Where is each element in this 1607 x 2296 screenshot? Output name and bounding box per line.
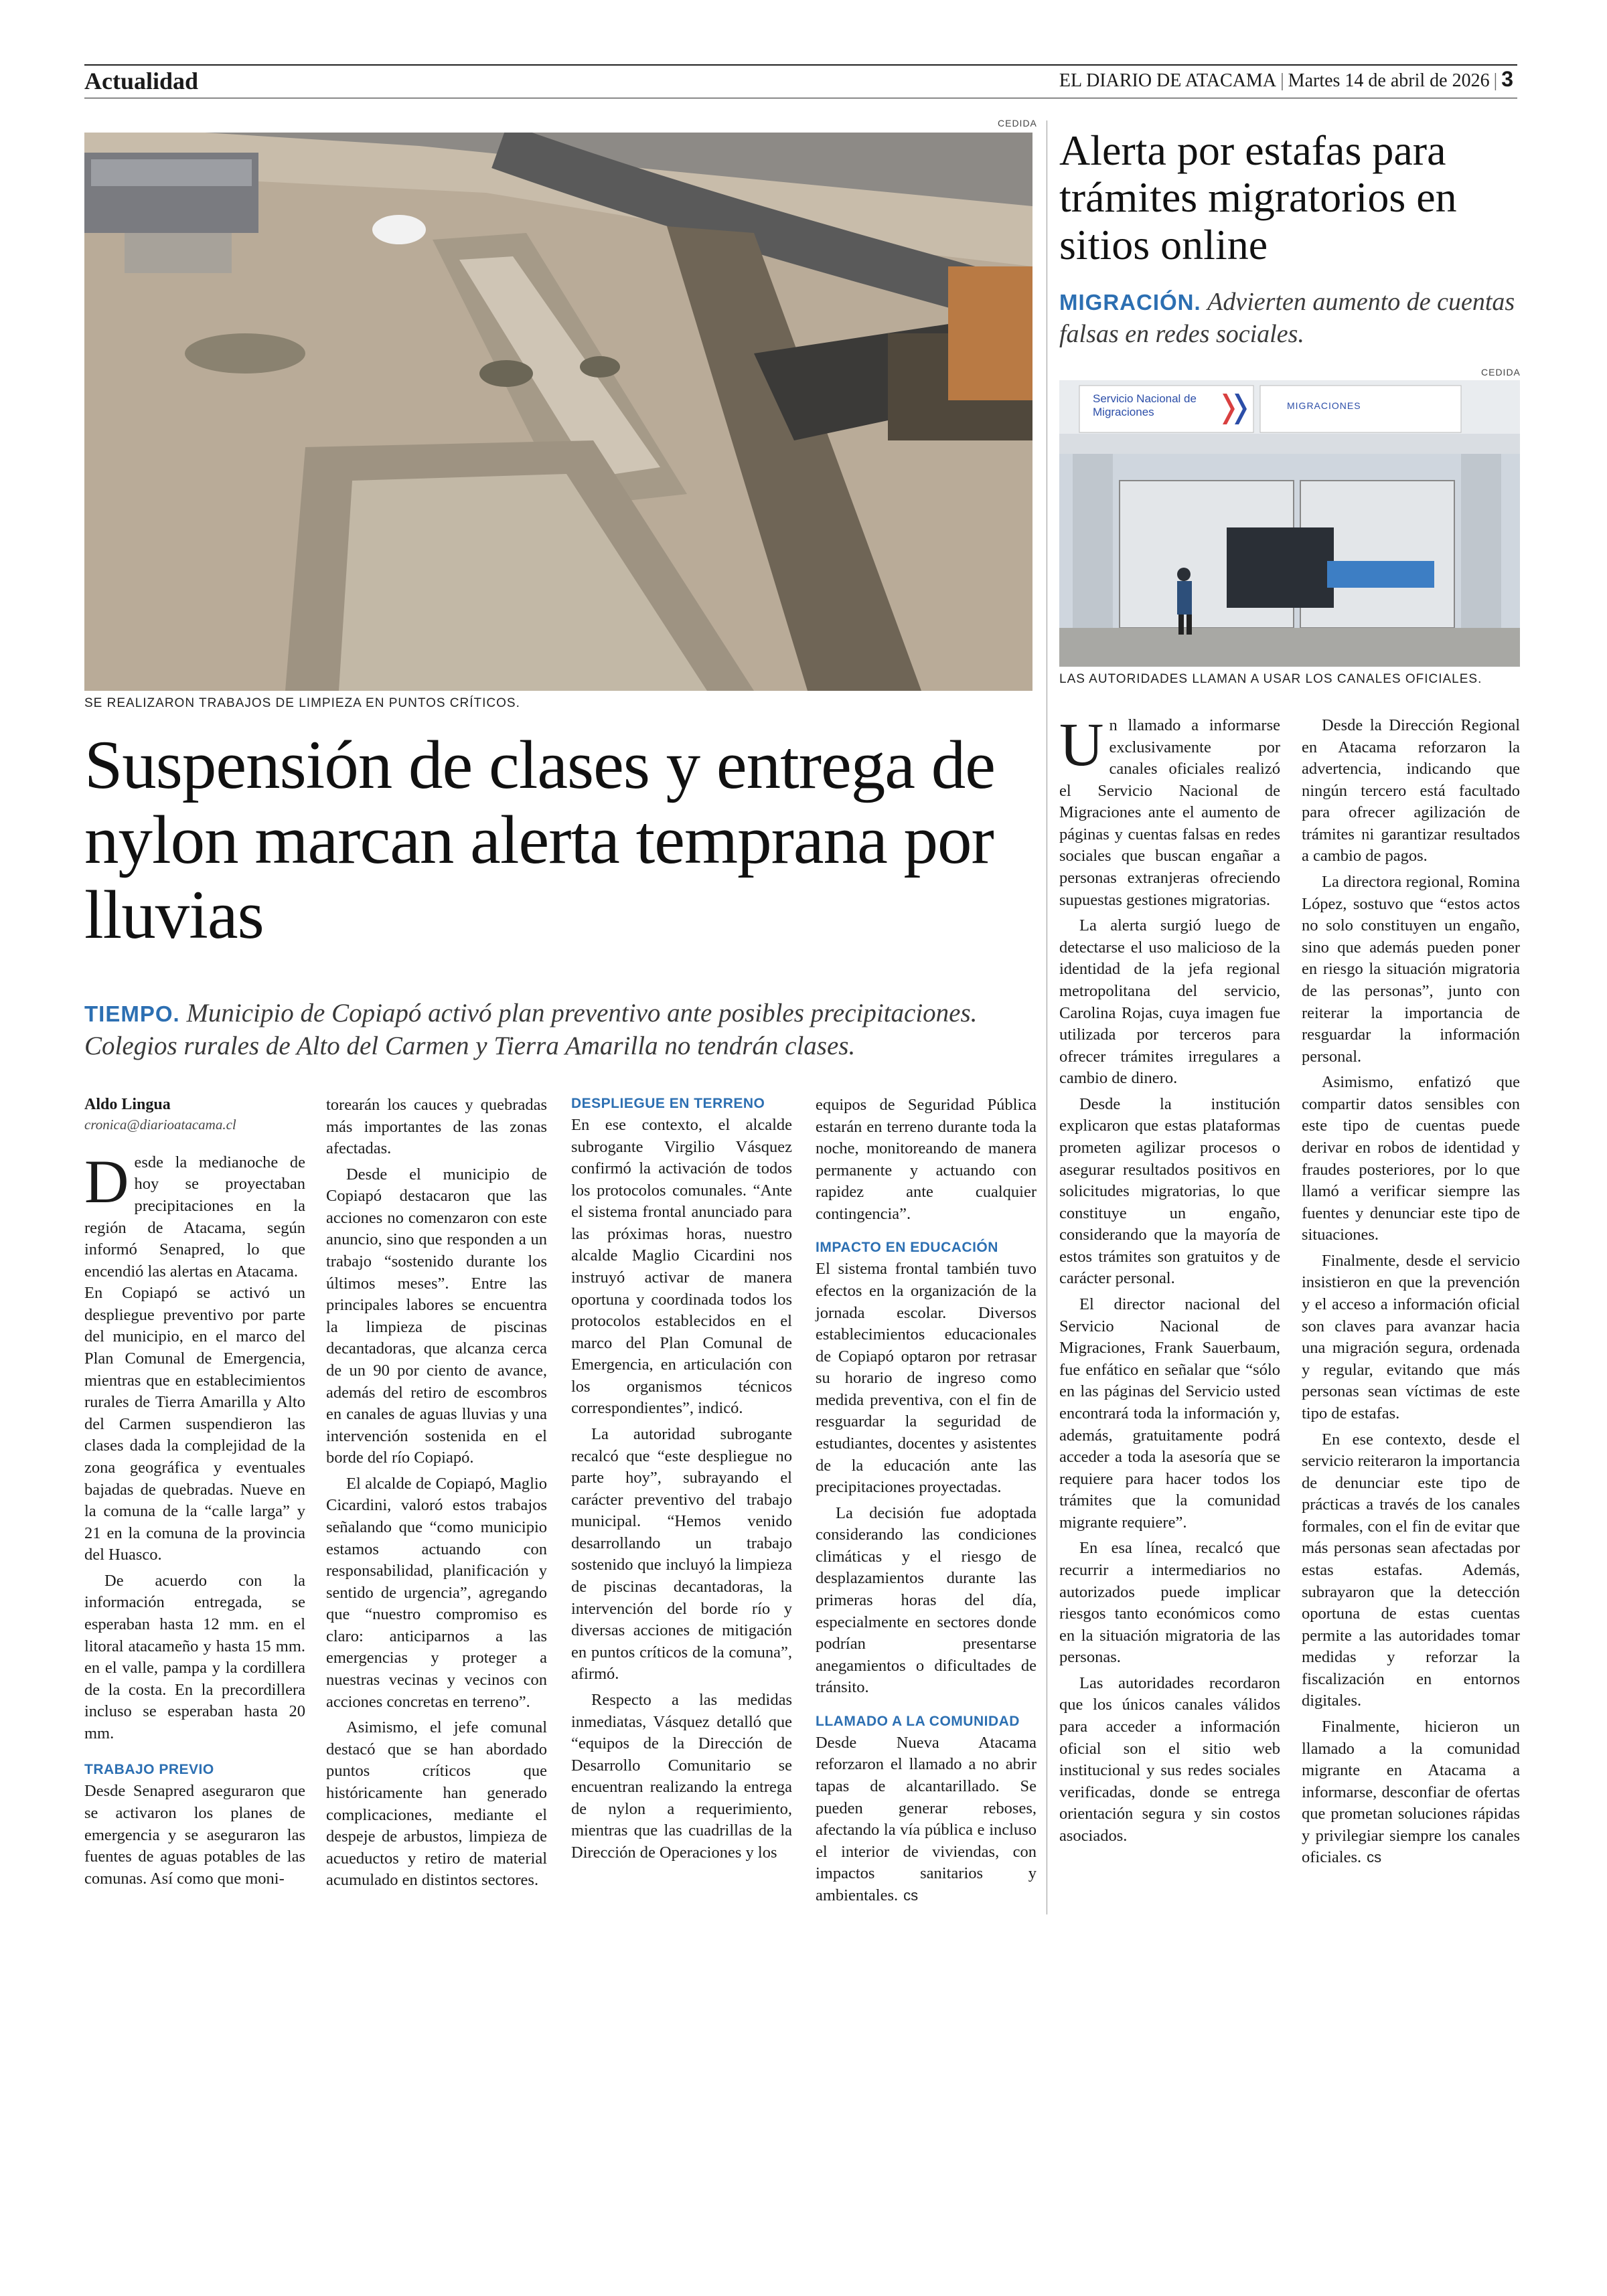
main-photo-caption: SE REALIZARON TRABAJOS DE LIMPIEZA EN PUNTOS CRÍTICOS. (84, 696, 520, 710)
main-c1-p2: En Copiapó se activó un despliegue preventivo por parte del municipio, en el marco del Plan Comunal de Emergencia, mientras que en establecimientos rurales de Tierra Amarilla y Alto del Carmen suspendieron las clases dada la complejidad de la zona geográfica y eventuales bajadas de quebradas. Nueve en la comuna de la “calle larga” y 21 en la comuna de la provincia del Huasco. (84, 1284, 305, 1564)
side-column-2 (1302, 715, 1520, 1869)
migration-office-photo (1059, 380, 1520, 667)
sign-migraciones: MIGRACIONES (1287, 400, 1361, 411)
main-c3-p3: Respecto a las medidas inmediatas, Vásquez detalló que “equipos de la Dirección de Desarrollo Comunitario se encuentran realizando la entrega de nylon a requerimiento, mientras que las cuadrillas de la Dirección de Operaciones y los (571, 1690, 792, 1862)
side-drop-cap: U (1059, 710, 1104, 778)
subhead-despliegue: DESPLIEGUE EN TERRENO (571, 1096, 765, 1111)
main-c1-p4: Desde Senapred aseguraron que se activaron los planes de emergencia y se aseguraron las fuentes de aguas potables de las comunas. Así como que moni- (84, 1782, 305, 1888)
side-c2-p4: Finalmente, desde el servicio insistieron en que la prevención y el acceso a información oficial son claves para avanzar hacia una migración segura, ordenada y regular, evitando que más personas sean víctimas de este tipo de estafas. (1302, 1251, 1520, 1422)
side-c1-p3: Desde la institución explicaron que estas plataformas prometen agilizar procesos o asegurar resultados positivos en solicitudes migratorias, lo que constituye un engaño, considerando que la mayoría de estos trámites son gratuitos y de carácter personal. (1059, 1094, 1280, 1288)
main-c4-p4: Desde Nueva Atacama reforzaron el llamado a no abrir tapas de alcantarillado. Se pueden generar reboses, afectando la vía pública e incluso el interior de viviendas, con impactos sanitarios y ambientales. (816, 1733, 1037, 1904)
main-column-3 (571, 1094, 792, 1864)
main-end-mark: cs (903, 1886, 919, 1904)
author-name: Aldo Lingua (84, 1096, 171, 1113)
main-drop-cap: D (84, 1147, 129, 1216)
main-photo (84, 133, 1032, 691)
main-c1-p1: esde la medianoche de hoy se proyectaban precipitaciones en la región de Atacama, según informó Senapred, lo que encendió las alertas en Atacama. (84, 1153, 305, 1281)
side-kicker-text: Advierten aumento de cuentas falsas en redes sociales. (1059, 288, 1515, 348)
side-photo-caption: LAS AUTORIDADES LLAMAN A USAR LOS CANALES OFICIALES. (1059, 672, 1482, 686)
newspaper-info: EL DIARIO DE ATACAMA | Martes 14 de abril de 2026 | 3 (1059, 67, 1513, 91)
author-email: cronica@diarioatacama.cl (84, 1116, 236, 1133)
main-photo-credit: CEDIDA (998, 118, 1037, 129)
side-kicker (1059, 286, 1528, 350)
main-c3-p1: En ese contexto, el alcalde subrogante Virgilio Vásquez confirmó la activación de todos los protocolos comunales. “Ante el sistema frontal anunciado para las próximas horas, nuestro alcalde Maglio Cicardini nos instruyó activar de manera oportuna y coordinada todos los protocolos establecidos en el marco del Plan Comunal de Emergencia, en articulación con los organismos técnicos correspondientes”, indicó. (571, 1115, 792, 1418)
main-headline: Suspensión de clases y entrega de nylon marcan alerta temprana por lluvias (84, 727, 995, 953)
sign-servicio-nacional: Servicio Nacional de Migraciones (1093, 392, 1197, 419)
main-column-4 (816, 1094, 1037, 1907)
page-number: 3 (1501, 67, 1513, 91)
main-kicker-line1: Municipio de Copiapó activó plan preventivo ante posibles precipitaciones. (186, 999, 978, 1028)
main-c2-p4: Asimismo, el jefe comunal destacó que se han abordado puntos críticos que históricamente han generado complicaciones, mediante el despeje de arbustos, limpieza de acueductos y retiro de material acumulado en distintos sectores. (326, 1718, 547, 1890)
side-kicker-label: MIGRACIÓN. (1059, 290, 1201, 315)
side-c1-p1: n llamado a informarse exclusivamente por canales oficiales realizó el Servicio Nacional de Migraciones ante el aumento de páginas y cuentas falsas en redes sociales que buscan engañar a personas extranjeras ofreciendo supuestas gestiones migratorias. (1059, 716, 1280, 909)
side-column-1 (1059, 710, 1280, 1847)
main-c1-p3: De acuerdo con la información entregada, se esperaban hasta 12 mm. en el litoral atacameño y hasta 15 mm. en el valle, pampa y la cordillera de la costa. En la precordillera incluso se esperaban hasta 20 mm. (84, 1571, 305, 1742)
main-kicker-label: TIEMPO. (84, 1001, 180, 1026)
issue-date: Martes 14 de abril de 2026 (1288, 70, 1490, 91)
section-label: Actualidad (84, 68, 199, 94)
main-kicker (84, 997, 1042, 1063)
subhead-llamado-comunidad: LLAMADO A LA COMUNIDAD (816, 1713, 1020, 1729)
main-c4-p1: equipos de Seguridad Pública estarán en terreno durante toda la noche, monitoreando de manera permanente y actuando con rapidez ante cualquier contingencia”. (816, 1096, 1037, 1223)
side-c1-p2: La alerta surgió luego de detectarse el uso malicioso de la identidad de la jefa regional metropolitana del servicio, Carolina Rojas, cuya imagen fue utilizada por terceros para ofrecer trámites irregulares a cambio de dinero. (1059, 916, 1280, 1088)
main-c4-p3: La decisión fue adoptada considerando las condiciones climáticas y el riesgo de desplazamientos durante las primeras horas del día, especialmente en sectores donde podrían presentarse anegamientos o dificultades de tránsito. (816, 1503, 1037, 1697)
main-c4-p2: El sistema frontal también tuvo efectos en la organización de la jornada escolar. Diversos establecimientos educacionales de Copiapó optaron por retrasar su horario de ingreso como medida preventiva, con el fin de resguardar la seguridad de estudiantes, docentes y asistentes de la educación ante las precipitaciones proyectadas. (816, 1260, 1037, 1497)
main-c3-p2: La autoridad subrogante recalcó que “este despliegue no parte hoy”, subrayando el carácter preventivo del trabajo municipal. “Hemos venido desarrollando un trabajo sostenido que incluyó la limpieza de piscinas decantadoras, la intervención del borde río y diversas acciones de mitigación en puntos críticos de la comuna”, afirmó. (571, 1425, 792, 1684)
side-c2-p3: Asimismo, enfatizó que compartir datos sensibles con este tipo de cuentas puede derivar en robos de identidad y fraudes posteriores, por lo que llamó a verificar siempre las fuentes y denunciar este tipo de situaciones. (1302, 1073, 1520, 1244)
side-c2-p6: Finalmente, hicieron un llamado a la comunidad migrante en Atacama a informarse, desconfiar de ofertas que prometan soluciones rápidas y privilegiar siempre los canales oficiales. (1302, 1718, 1520, 1867)
side-c2-p2: La directora regional, Romina López, sostuvo que “estos actos no solo constituyen un engaño, sino que además pueden poner en riesgo la situación migratoria de las personas”, junto con reiterar la importancia de resguardar la información personal. (1302, 873, 1520, 1066)
main-c2-p3: El alcalde de Copiapó, Maglio Cicardini, valoró estos trabajos señalando que “como municipio estamos actuando con responsabilidad, planificación y sentido de urgencia”, agregando que “nuestro compromiso es claro: anticiparnos a las emergencias y proteger a nuestras vecinas y vecinos con acciones concretas en terreno”. (326, 1474, 547, 1711)
side-c1-p4: El director nacional del Servicio Nacional de Migraciones, Frank Sauerbaum, fue enfático en señalar que “sólo en las páginas del Servicio usted encontrará toda la información y, además, gratuitamente podrá acceder a toda la asesoría que se requiere para hacer todos los trámites que la comunidad migrante requiere”. (1059, 1295, 1280, 1532)
side-c2-p5: En ese contexto, desde el servicio reiteraron la importancia de denunciar este tipo de prácticas a través de los canales formales, con el fin de evitar que más personas sean afectadas por estas estafas. Además, subrayaron que la detección oportuna de estas cuentas permite a las autoridades tomar medidas y reforzar la fiscalización en entornos digitales. (1302, 1430, 1520, 1710)
drone-photo-canal-cleanup (84, 133, 1032, 691)
side-photo (1059, 380, 1520, 667)
subhead-impacto-educacion: IMPACTO EN EDUCACIÓN (816, 1240, 998, 1256)
side-photo-credit: CEDIDA (1481, 367, 1521, 378)
side-end-mark: cs (1367, 1849, 1382, 1866)
main-column-2 (326, 1094, 547, 1892)
main-kicker-line2: Colegios rurales de Alto del Carmen y Tierra Amarilla no tendrán clases. (84, 1031, 856, 1060)
side-c2-p1: Desde la Dirección Regional en Atacama reforzaron la advertencia, indicando que ningún tercero está facultado para ofrecer agilización de trámites ni garantizar resultados a cambio de pagos. (1302, 716, 1520, 866)
main-column-1 (84, 1094, 305, 1890)
top-rule (84, 64, 1517, 66)
side-c1-p6: Las autoridades recordaron que los únicos canales válidos para acceder a información oficial son el sitio web institucional y sus redes sociales verificadas, donde se entrega orientación segura y sin costos asociados. (1059, 1673, 1280, 1845)
newspaper-name: EL DIARIO DE ATACAMA (1059, 70, 1277, 91)
subhead-trabajo-previo: TRABAJO PREVIO (84, 1762, 214, 1778)
side-c1-p5: En esa línea, recalcó que recurrir a intermediarios no autorizados puede implicar riesgos tanto económicos como en la situación migratoria de las personas. (1059, 1539, 1280, 1667)
main-c2-p1: torearán los cauces y quebradas más importantes de las zonas afectadas. (326, 1096, 547, 1158)
side-headline: Alerta por estafas para trámites migratorios en sitios online (1059, 127, 1457, 268)
main-c2-p2: Desde el municipio de Copiapó destacaron que las acciones no comenzaron con este anuncio, sino que responden a un trabajo “sostenido durante los últimos meses”. Entre las principales labores se encuentra la limpieza de piscinas decantadoras, que alcanza cerca de un 90 por ciento de avance, además del retiro de escombros en canales de aguas lluvias y una intervención sostenida en el borde del río Copiapó. (326, 1165, 547, 1467)
